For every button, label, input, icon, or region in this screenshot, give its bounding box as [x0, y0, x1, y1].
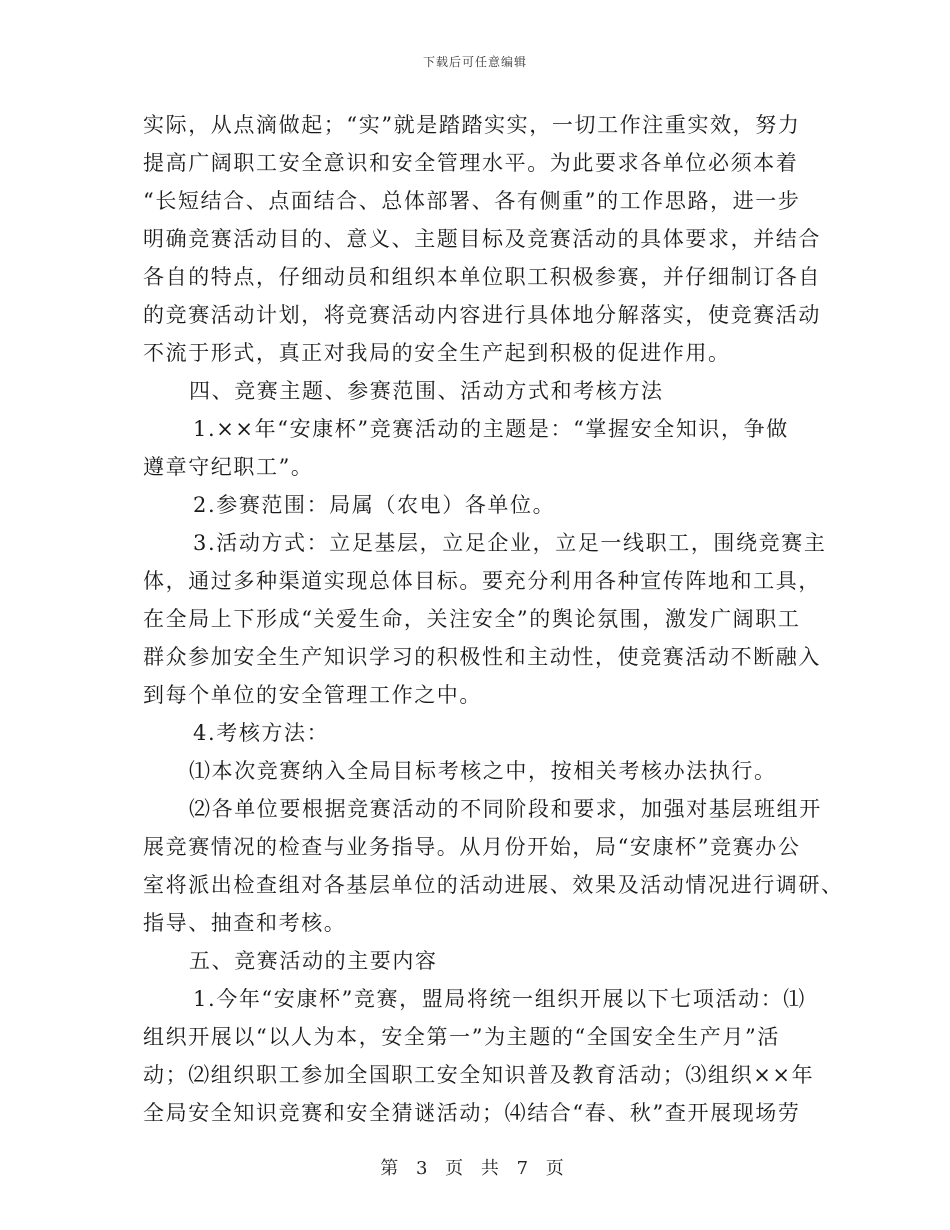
body-line: 明确竞赛活动目的、意义、主题目标及竞赛活动的具体要求，并结合 [143, 227, 821, 251]
body-line: 展竞赛情况的检查与业务指导。从月份开始，局“安康杯”竞赛办公 [143, 835, 801, 859]
item-3-activity-method: 3.活动方式：立足基层，立足企业，立足一线职工，围绕竞赛主 [193, 531, 827, 555]
body-line: 不流于形式，真正对我局的安全生产起到积极的促进作用。 [143, 341, 731, 365]
body-line: 在全局上下形成“关爱生命，关注安全”的舆论氛围，激发广阔职工 [143, 607, 801, 631]
header-note: 下载后可任意编辑 [422, 55, 527, 69]
body-line: 室将派出检查组对各基层单位的活动进展、效果及活动情况进行调研、 [143, 873, 844, 897]
section-heading-5: 五、竞赛活动的主要内容 [189, 949, 438, 973]
content-item-1: 1.今年“安康杯”竞赛，盟局将统一组织开展以下七项活动：⑴ [193, 987, 806, 1011]
body-line: 动；⑵组织职工参加全国职工安全知识普及教育活动；⑶组织××年 [143, 1063, 815, 1087]
item-1-theme: 1.××年“安康杯”竞赛活动的主题是：“掌握安全知识，争做 [193, 417, 789, 441]
sub-item-2: ⑵各单位要根据竞赛活动的不同阶段和要求，加强对基层班组开 [189, 797, 822, 821]
body-line: 到每个单位的安全管理工作之中。 [143, 683, 482, 707]
body-line: 组织开展以“以人为本，安全第一”为主题的“全国安全生产月”活 [143, 1025, 780, 1049]
body-line: 实际，从点滴做起；“实”就是踏踏实实，一切工作注重实效，努力 [143, 113, 801, 137]
body-line: 提高广阔职工安全意识和安全管理水平。为此要求各单位必须本着 [143, 151, 799, 175]
page-number: 第 3 页 共 7 页 [380, 1158, 570, 1179]
section-heading-4: 四、竞赛主题、参赛范围、活动方式和考核方法 [189, 379, 664, 403]
sub-item-1: ⑴本次竞赛纳入全局目标考核之中，按相关考核办法执行。 [189, 759, 777, 783]
body-line: 全局安全知识竞赛和安全猜谜活动；⑷结合“春、秋”查开展现场劳 [143, 1101, 801, 1125]
body-line: 指导、抽查和考核。 [143, 911, 347, 935]
body-line: 各自的特点，仔细动员和组织本单位职工积极参赛，并仔细制订各自 [143, 265, 821, 289]
item-4-assessment: 4.考核方法： [193, 721, 330, 745]
body-line: 的竞赛活动计划，将竞赛活动内容进行具体地分解落实，使竞赛活动 [143, 303, 821, 327]
body-line: “长短结合、点面结合、总体部署、各有侧重”的工作思路，进一步 [143, 189, 801, 213]
body-line: 体，通过多种渠道实现总体目标。要充分利用各种宣传阵地和工具， [143, 569, 821, 593]
item-2-scope: 2.参赛范围：局属（农电）各单位。 [193, 493, 556, 517]
document-body [143, 108, 844, 1130]
body-line: 遵章守纪职工”。 [143, 455, 314, 479]
body-line: 群众参加安全生产知识学习的积极性和主动性，使竞赛活动不断融入 [143, 645, 821, 669]
